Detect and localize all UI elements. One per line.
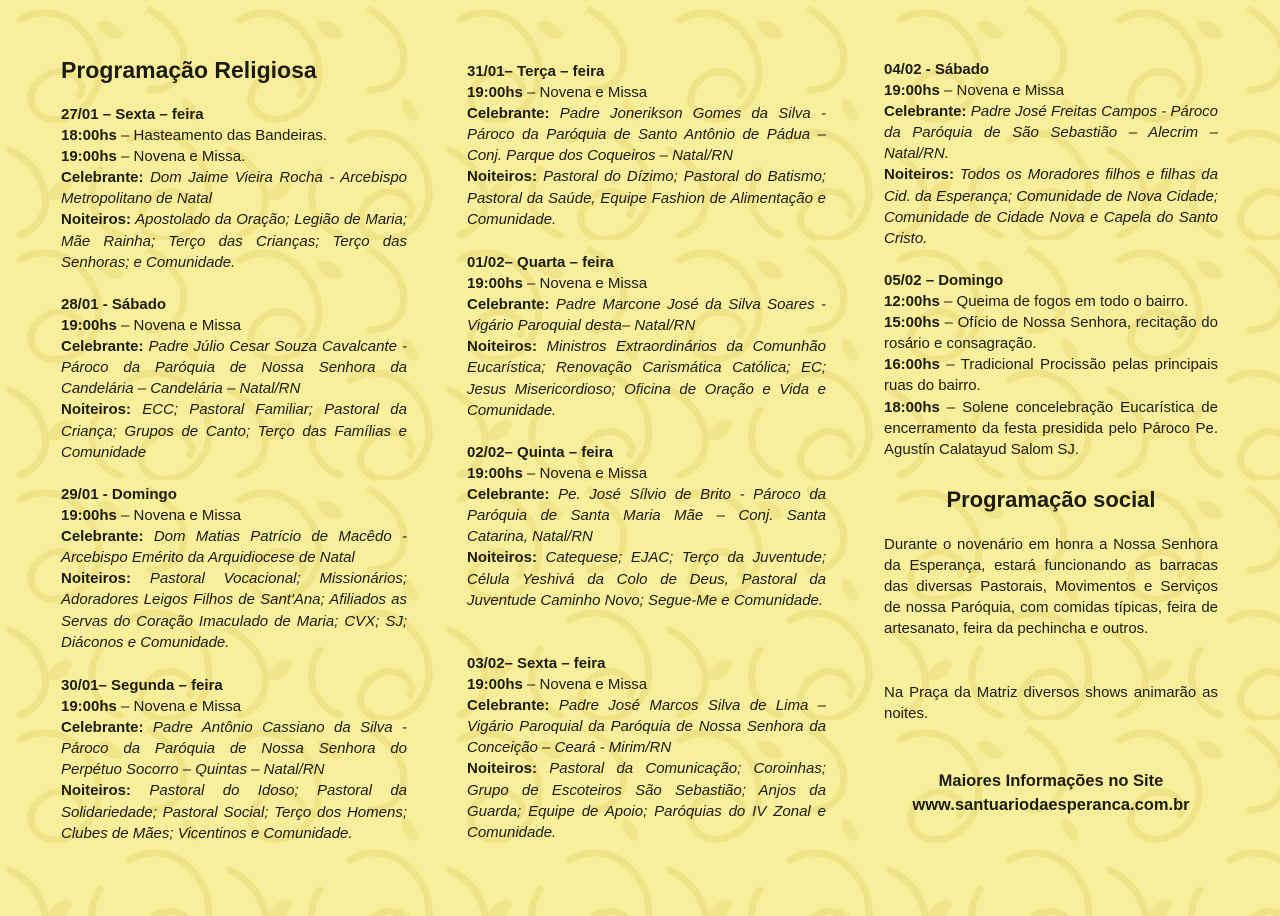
- celebrante: Celebrante: Dom Matias Patrício de Macêdo - Arcebispo Emérito da Arquidiocese de Natal: [61, 528, 407, 567]
- entry-date: 29/01 - Domingo: [61, 486, 177, 503]
- noiteiros: Noiteiros: ECC; Pastoral Familiar; Pastoral da Criança; Grupos de Canto; Terço das Famílias e Comunidade: [61, 401, 407, 461]
- celebrante: Celebrante: Pe. José Sílvio de Brito - Pároco da Paróquia de Santa Maria Mãe – Conj. Santa Catarina, Natal/RN: [467, 486, 826, 546]
- more-info-label: Maiores Informações no Site: [938, 772, 1164, 790]
- entry-date: 31/01– Terça – feira: [467, 63, 605, 80]
- noiteiros: Noiteiros: Pastoral do Idoso; Pastoral da Solidariedade; Pastoral Social; Terço dos Homens; Clubes de Mães; Vicentinos e Comunidade.: [61, 782, 407, 842]
- entry-date: 03/02– Sexta – feira: [467, 655, 606, 672]
- noiteiros: Noiteiros: Ministros Extraordinários da Comunhão Eucarística; Renovação Carismática Católica; EC; Jesus Misericordioso; Oficina de Oração e Vida e Comunidade.: [467, 338, 826, 419]
- schedule-line: 19:00hs – Novena e Missa: [467, 465, 648, 483]
- entry-date: 05/02 – Domingo: [884, 272, 1004, 289]
- schedule-line: 12:00hs – Queima de fogos em todo o bairro.: [884, 293, 1189, 311]
- schedule-line: 15:00hs – Ofício de Nossa Senhora, recitação do rosário e consagração.: [884, 314, 1218, 353]
- schedule-entry: [884, 270, 1218, 460]
- social-paragraph: Na Praça da Matriz diversos shows animarão as noites.: [884, 684, 1218, 723]
- schedule-line: 19:00hs – Novena e Missa: [61, 507, 242, 525]
- page-title: Programação Religiosa: [61, 57, 317, 83]
- noiteiros: Noiteiros: Pastoral da Comunicação; Coroinhas; Grupo de Escoteiros São Sebastião; Anjos da Guarda; Equipe de Apoio; Paróquias do IV Zonal e Comunidade.: [467, 760, 826, 841]
- entry-date: 30/01– Segunda – feira: [61, 677, 223, 694]
- schedule-entry: [61, 675, 407, 844]
- more-info-block: [884, 769, 1218, 817]
- entry-date: 28/01 - Sábado: [61, 296, 167, 313]
- entry-date: 02/02– Quinta – feira: [467, 444, 613, 461]
- schedule-line: 18:00hs – Hasteamento das Bandeiras.: [61, 127, 327, 145]
- schedule-entry: [61, 104, 407, 273]
- social-section-title: Programação social: [946, 487, 1156, 512]
- schedule-entry: [467, 252, 826, 421]
- schedule-entry: [61, 484, 407, 653]
- schedule-line: 19:00hs – Novena e Missa.: [61, 148, 246, 166]
- schedule-line: 19:00hs – Novena e Missa: [467, 275, 648, 293]
- entry-date: 27/01 – Sexta – feira: [61, 106, 204, 123]
- celebrante: Celebrante: Padre Marcone José da Silva Soares - Vigário Paroquial desta– Natal/RN: [467, 296, 826, 335]
- schedule-entry: [467, 442, 826, 611]
- schedule-entry: [467, 61, 826, 230]
- celebrante: Celebrante: Padre José Freitas Campos - Pároco da Paróquia de São Sebastião – Alecrim – Natal/RN.: [884, 103, 1218, 163]
- celebrante: Celebrante: Padre Antônio Cassiano da Silva - Pároco da Paróquia de Nossa Senhora do Perpétuo Socorro – Quintas – Natal/RN: [61, 719, 407, 779]
- social-paragraph: Durante o novenário em honra a Nossa Senhora da Esperança, estará funcionando as barracas das diversas Pastorais, Movimentos e Serviços de nossa Paróquia, com comidas típicas, feira de artesanato, feira da pechincha e outros.: [884, 536, 1218, 638]
- celebrante: Celebrante: Padre José Marcos Silva de Lima – Vigário Paroquial da Paróquia de Nossa Senhora da Conceição – Ceará - Mirim/RN: [467, 697, 826, 757]
- schedule-entry: [61, 294, 407, 463]
- noiteiros: Noiteiros: Apostolado da Oração; Legião de Maria; Mãe Rainha; Terço das Crianças; Terço das Senhoras; e Comunidade.: [61, 211, 407, 271]
- noiteiros: Noiteiros: Pastoral Vocacional; Missionários; Adoradores Leigos Filhos de Sant'Ana; Afiliados as Servas do Coração Imaculado de Maria; CVX; SJ; Diáconos e Comunidade.: [61, 570, 407, 651]
- noiteiros: Noiteiros: Catequese; EJAC; Terço da Juventude; Célula Yeshivá da Colo de Deus, Pastoral da Juventude Caminho Novo; Segue-Me e Comunidade.: [467, 549, 826, 609]
- entry-date: 01/02– Quarta – feira: [467, 254, 614, 271]
- schedule-line: 19:00hs – Novena e Missa: [467, 676, 648, 694]
- noiteiros: Noiteiros: Todos os Moradores filhos e filhas da Cid. da Esperança; Comunidade de Nova Cidade; Comunidade de Cidade Nova e Capela do Santo Cristo.: [884, 166, 1218, 247]
- site-url: www.santuariodaesperanca.com.br: [912, 796, 1190, 814]
- entry-date: 04/02 - Sábado: [884, 61, 990, 78]
- celebrante: Celebrante: Padre Júlio Cesar Souza Cavalcante - Pároco da Paróquia de Nossa Senhora da Candelária – Candelária – Natal/RN: [61, 338, 407, 398]
- schedule-line: 18:00hs – Solene concelebração Eucarística de encerramento da festa presidida pelo Pároco Pe. Agustín Calatayud Salom SJ.: [884, 398, 1218, 458]
- noiteiros: Noiteiros: Pastoral do Dízimo; Pastoral do Batismo; Pastoral da Saúde, Equipe Fashion de Alimentação e Comunidade.: [467, 168, 826, 228]
- schedule-line: 19:00hs – Novena e Missa: [884, 82, 1065, 100]
- schedule-line: 19:00hs – Novena e Missa: [61, 317, 242, 335]
- celebrante: Celebrante: Padre Jonerikson Gomes da Silva - Pároco da Paróquia de Santo Antônio de Pádua – Conj. Parque dos Coqueiros – Natal/RN: [467, 105, 826, 165]
- schedule-line: 19:00hs – Novena e Missa: [61, 698, 242, 716]
- schedule-entry: [884, 59, 1218, 249]
- celebrante: Celebrante: Dom Jaime Vieira Rocha - Arcebispo Metropolitano de Natal: [61, 169, 407, 208]
- schedule-line: 16:00hs – Tradicional Procissão pelas principais ruas do bairro.: [884, 356, 1218, 395]
- schedule-line: 19:00hs – Novena e Missa: [467, 84, 648, 102]
- schedule-entry: [467, 653, 826, 843]
